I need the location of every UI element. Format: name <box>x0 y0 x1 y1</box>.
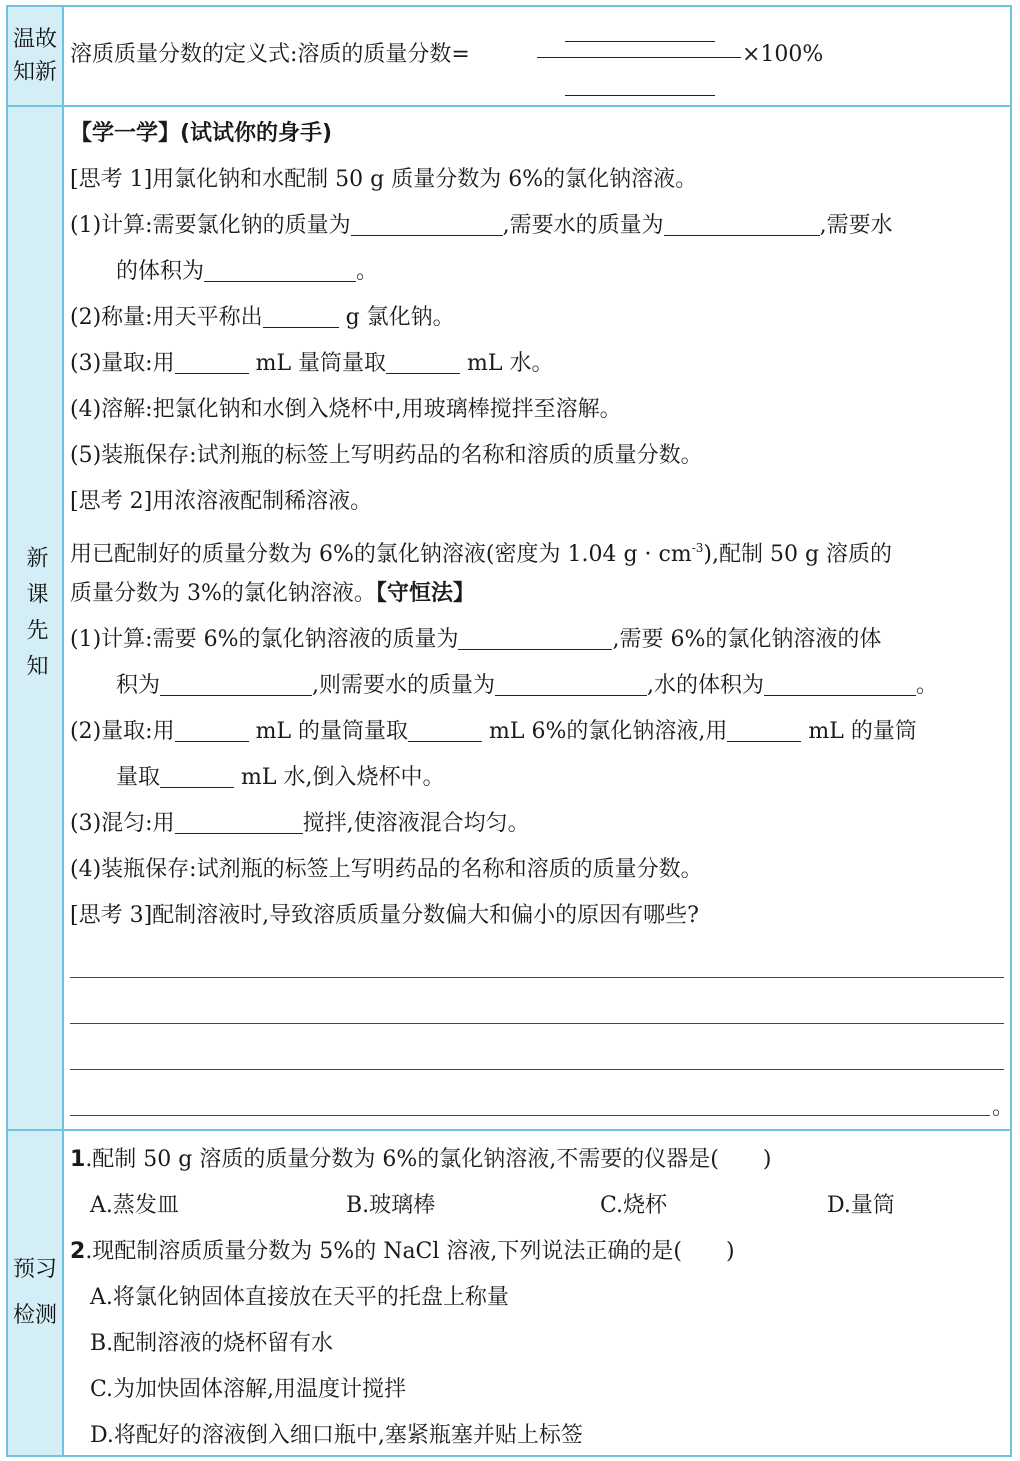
cylinder-size-blank[interactable] <box>175 351 249 374</box>
preview-test-section <box>8 1131 1010 1455</box>
answer-line-2[interactable] <box>70 1023 1004 1024</box>
t2-intro-line2 <box>70 579 1006 609</box>
cylinder-b-size-blank[interactable] <box>727 719 801 742</box>
conservation-method-tag: 【守恒法】 <box>375 581 475 606</box>
fraction-bar <box>537 57 741 58</box>
definition-prefix: 溶质质量分数的定义式:溶质的质量分数= <box>70 42 470 67</box>
t2-step2-text-d: mL 的量筒 <box>808 719 917 744</box>
t2-intro-line1 <box>70 533 1006 570</box>
worksheet-table <box>6 5 1015 1457</box>
t1-step1-text-b: ,需要水的质量为 <box>502 213 664 238</box>
q1-option-a[interactable]: A.蒸发皿 <box>90 1193 179 1218</box>
stirring-tool-blank[interactable] <box>175 811 303 834</box>
t2-step1-line2 <box>116 671 1006 701</box>
t2-step3 <box>70 809 1006 839</box>
t2-step2-text-f: mL 水,倒入烧杯中。 <box>241 765 445 790</box>
q2-option-c[interactable]: C.为加快固体溶解,用温度计搅拌 <box>90 1377 407 1402</box>
t2-step2-text-e: 量取 <box>116 765 161 790</box>
t2-step2-text-c: mL 6%的氯化钠溶液,用 <box>489 719 728 744</box>
t1-step2-text-a: (2)称量:用天平称出 <box>70 305 263 330</box>
answer-line-4[interactable] <box>70 1115 990 1116</box>
weigh-amount-blank[interactable] <box>263 305 339 328</box>
question-2 <box>70 1237 1006 1267</box>
review-section <box>8 7 1010 107</box>
think2-title: [思考 2]用浓溶液配制稀溶液。 <box>70 489 373 514</box>
t2-step1-line1 <box>70 625 1006 655</box>
preview-content <box>70 1131 1006 1455</box>
review-label: 温故知新 <box>12 27 57 85</box>
preview-label: 预习检测 <box>12 1257 57 1328</box>
t2-step2-line2 <box>116 763 1006 793</box>
water-mass-blank[interactable] <box>664 213 820 236</box>
dilution-water-mass-blank[interactable] <box>495 673 647 696</box>
t1-step1-text-e: 。 <box>356 259 379 284</box>
t2-step1-text-a: (1)计算:需要 6%的氯化钠溶液的质量为 <box>70 627 459 652</box>
t2-step2-text-b: mL 的量筒量取 <box>255 719 409 744</box>
conc-solution-volume-blank[interactable] <box>160 673 312 696</box>
density-unit-exponent: -3 <box>691 541 704 555</box>
answer-line-3[interactable] <box>70 1069 1004 1070</box>
t1-step3-text-c: mL 水。 <box>467 351 554 376</box>
question-1-text: .配制 50 g 溶质的质量分数为 6%的氯化钠溶液,不需要的仪器是( ) <box>85 1147 772 1172</box>
t1-step1-line2 <box>116 257 1006 287</box>
times-100-text: ×100% <box>742 42 824 67</box>
t2-step4: (4)装瓶保存:试剂瓶的标签上写明药品的名称和溶质的质量分数。 <box>70 857 703 882</box>
cylinder-a-size-blank[interactable] <box>175 719 249 742</box>
t2-step1-text-d: ,则需要水的质量为 <box>312 673 496 698</box>
think1-title: [思考 1]用氯化钠和水配制 50 g 质量分数为 6%的氯化钠溶液。 <box>70 167 698 192</box>
new-lesson-section <box>8 107 1015 1131</box>
t2-intro-text-a: 用已配制好的质量分数为 6%的氯化钠溶液(密度为 1.04 g · cm <box>70 542 692 567</box>
answer-line-1[interactable] <box>70 977 1004 978</box>
t2-intro-text-c: 质量分数为 3%的氯化钠溶液。 <box>70 581 376 606</box>
learn-heading: 【学一学】(试试你的身手) <box>70 121 333 146</box>
answer-end-mark: 。 <box>992 1095 1015 1120</box>
t1-step1-text-a: (1)计算:需要氯化钠的质量为 <box>70 213 351 238</box>
fraction-numerator-blank <box>565 41 715 42</box>
conc-solution-mass-blank[interactable] <box>458 627 612 650</box>
t1-step3 <box>70 349 1006 379</box>
t1-step5: (5)装瓶保存:试剂瓶的标签上写明药品的名称和溶质的质量分数。 <box>70 443 703 468</box>
nacl-mass-blank[interactable] <box>351 213 503 236</box>
q1-option-b[interactable]: B.玻璃棒 <box>346 1193 436 1218</box>
new-lesson-label: 新课先知 <box>23 546 48 690</box>
question-2-text: .现配制溶质质量分数为 5%的 NaCl 溶液,下列说法正确的是( ) <box>85 1239 735 1264</box>
water-volume-blank[interactable] <box>204 259 356 282</box>
preview-label-cell <box>8 1131 64 1455</box>
q1-option-c[interactable]: C.烧杯 <box>600 1193 668 1218</box>
t2-intro-text-b: ),配制 50 g 溶质的 <box>703 542 893 567</box>
t1-step1-text-d: 的体积为 <box>116 259 205 284</box>
t2-step2-text-a: (2)量取:用 <box>70 719 175 744</box>
t2-step3-text-a: (3)混匀:用 <box>70 811 175 836</box>
measure-conc-volume-blank[interactable] <box>408 719 482 742</box>
t2-step2-line1 <box>70 717 1006 747</box>
measure-water-volume-blank[interactable] <box>160 765 234 788</box>
dilution-water-volume-blank[interactable] <box>764 673 916 696</box>
t2-step1-text-f: 。 <box>916 673 939 698</box>
t1-step3-text-a: (3)量取:用 <box>70 351 175 376</box>
review-content <box>70 7 1006 105</box>
fraction-denominator-blank <box>565 95 715 96</box>
t1-step1-text-c: ,需要水 <box>819 213 893 238</box>
t1-step3-text-b: mL 量筒量取 <box>255 351 387 376</box>
question-1-number: 1 <box>70 1147 86 1172</box>
new-lesson-content <box>70 107 1015 1129</box>
t1-step2 <box>70 303 1006 333</box>
measure-water-blank[interactable] <box>386 351 460 374</box>
new-lesson-label-cell <box>8 107 64 1129</box>
q2-option-d[interactable]: D.将配好的溶液倒入细口瓶中,塞紧瓶塞并贴上标签 <box>90 1423 583 1448</box>
q2-option-b[interactable]: B.配制溶液的烧杯留有水 <box>90 1331 334 1356</box>
q1-option-d[interactable]: D.量筒 <box>827 1193 895 1218</box>
t1-step4: (4)溶解:把氯化钠和水倒入烧杯中,用玻璃棒搅拌至溶解。 <box>70 397 622 422</box>
question-2-number: 2 <box>70 1239 86 1264</box>
t2-step1-text-c: 积为 <box>116 673 161 698</box>
t2-step3-text-b: 搅拌,使溶液混合均匀。 <box>302 811 530 836</box>
question-1 <box>70 1145 1006 1175</box>
t2-step1-text-b: ,需要 6%的氯化钠溶液的体 <box>612 627 882 652</box>
think3-title: [思考 3]配制溶液时,导致溶质质量分数偏大和偏小的原因有哪些? <box>70 903 699 928</box>
review-label-cell <box>8 7 64 105</box>
q2-option-a[interactable]: A.将氯化钠固体直接放在天平的托盘上称量 <box>90 1285 509 1310</box>
t2-step1-text-e: ,水的体积为 <box>647 673 765 698</box>
t1-step2-text-b: g 氯化钠。 <box>345 305 455 330</box>
t1-step1-line1 <box>70 211 1006 241</box>
